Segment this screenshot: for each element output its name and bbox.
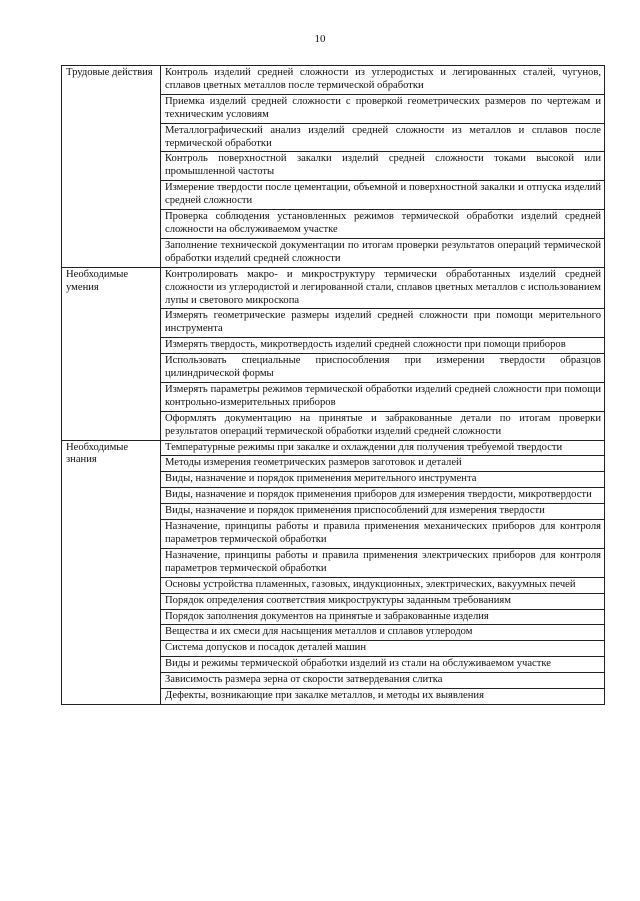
table-row <box>62 66 605 95</box>
section-item: Приемка изделий средней сложности с проверкой геометрических размеров по чертежам и техническим условиям <box>161 94 605 123</box>
competency-table-body <box>62 66 605 705</box>
section-item: Порядок заполнения документов на принятые и забракованные изделия <box>161 609 605 625</box>
table-row <box>62 267 605 309</box>
section-item: Металлографический анализ изделий средней сложности из металлов и сплавов после термической обработки <box>161 123 605 152</box>
section-item: Проверка соблюдения установленных режимов термической обработки изделий средней сложности на обслуживаемом участке <box>161 210 605 239</box>
competency-table <box>61 65 605 705</box>
section-item: Основы устройства пламенных, газовых, индукционных, электрических, вакуумных печей <box>161 577 605 593</box>
section-item: Оформлять документацию на принятые и забракованные детали по итогам проверки результатов операций термической обработки изделий средней сложности <box>161 411 605 440</box>
section-item: Контролировать макро- и микроструктуру термически обработанных изделий средней сложности из углеродистой и легированной стали, сплавов цветных металлов с использованием лупы и светового микроскопа <box>161 267 605 309</box>
section-item: Контроль поверхностной закалки изделий средней сложности токами высокой или промышленной частоты <box>161 152 605 181</box>
section-item: Измерение твердости после цементации, объемной и поверхностной закалки и отпуска изделий средней сложности <box>161 181 605 210</box>
section-label: Необходимые умения <box>62 267 161 440</box>
section-item: Назначение, принципы работы и правила применения электрических приборов для контроля параметров термической обработки <box>161 548 605 577</box>
section-item: Дефекты, возникающие при закалке металлов, и методы их выявления <box>161 689 605 705</box>
section-item: Методы измерения геометрических размеров заготовок и деталей <box>161 456 605 472</box>
section-item: Виды, назначение и порядок применения приспособлений для измерения твердости <box>161 504 605 520</box>
section-item: Вещества и их смеси для насыщения металлов и сплавов углеродом <box>161 625 605 641</box>
section-item: Виды, назначение и порядок применения приборов для измерения твердости, микротвердости <box>161 488 605 504</box>
section-item: Измерять геометрические размеры изделий средней сложности при помощи мерительного инструмента <box>161 309 605 338</box>
table-row <box>62 440 605 456</box>
section-item: Назначение, принципы работы и правила применения механических приборов для контроля параметров термической обработки <box>161 520 605 549</box>
section-item: Виды и режимы термической обработки изделий из стали на обслуживаемом участке <box>161 657 605 673</box>
section-item: Заполнение технической документации по итогам проверки результатов операций термической обработки изделий средней сложности <box>161 238 605 267</box>
section-item: Зависимость размера зерна от скорости затвердевания слитка <box>161 673 605 689</box>
section-item: Виды, назначение и порядок применения мерительного инструмента <box>161 472 605 488</box>
section-item: Контроль изделий средней сложности из углеродистых и легированных сталей, чугунов, сплавов цветных металлов после термической обработки <box>161 66 605 95</box>
section-item: Порядок определения соответствия микроструктуры заданным требованиям <box>161 593 605 609</box>
section-label: Необходимые знания <box>62 440 161 704</box>
section-item: Использовать специальные приспособления при измерении твердости образцов цилиндрической формы <box>161 354 605 383</box>
section-item: Измерять твердость, микротвердость изделий средней сложности при помощи приборов <box>161 338 605 354</box>
section-item: Система допусков и посадок деталей машин <box>161 641 605 657</box>
section-label: Трудовые действия <box>62 66 161 268</box>
section-item: Измерять параметры режимов термической обработки изделий средней сложности при помощи контрольно-измерительных приборов <box>161 382 605 411</box>
section-item: Температурные режимы при закалке и охлаждении для получения требуемой твердости <box>161 440 605 456</box>
page-number: 10 <box>314 33 326 45</box>
